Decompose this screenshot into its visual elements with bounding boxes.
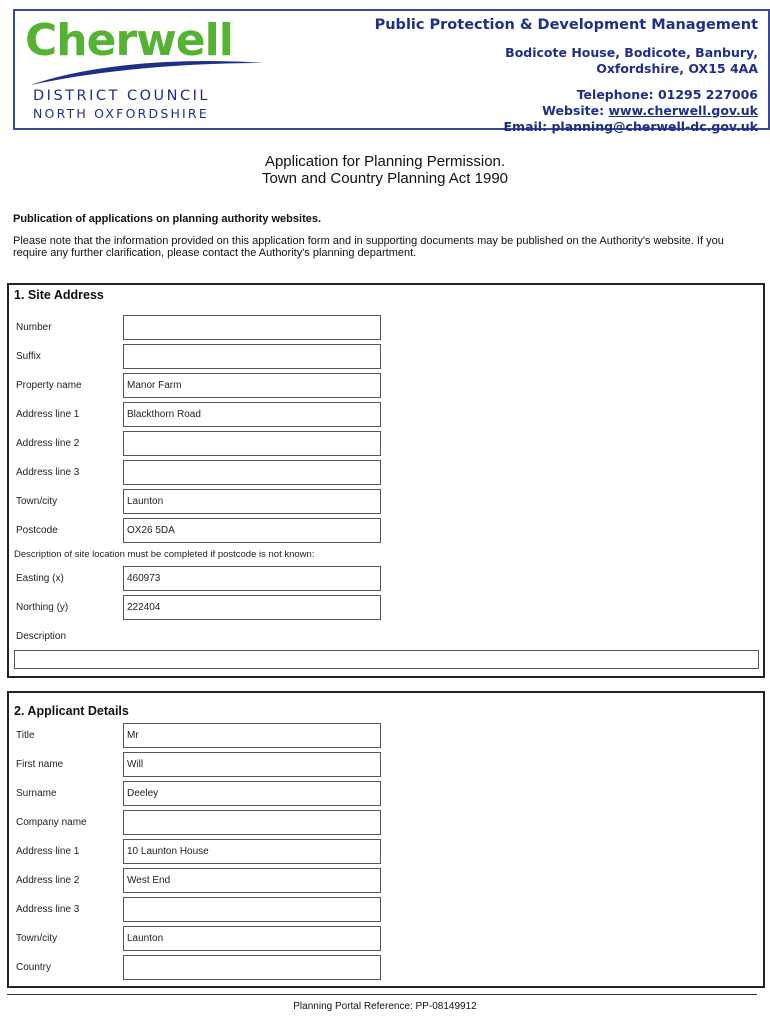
form-row-property-name <box>9 373 763 399</box>
field-label: Town/city <box>16 496 58 507</box>
town-city-field[interactable]: Launton <box>123 489 381 514</box>
section-title: 1. Site Address <box>14 288 104 302</box>
council-header-banner <box>13 9 770 134</box>
telephone-row <box>375 87 758 103</box>
northing-field[interactable]: 222404 <box>123 595 381 620</box>
town-city-field[interactable]: Launton <box>123 926 381 951</box>
field-label: Northing (y) <box>16 602 69 613</box>
address-line-3-field[interactable] <box>123 460 381 485</box>
email-row <box>375 119 758 135</box>
form-row-title <box>9 723 763 749</box>
field-label: Address line 2 <box>16 438 80 449</box>
telephone-number: 01295 227006 <box>657 87 758 102</box>
field-label: Address line 2 <box>16 875 80 886</box>
form-row-town-city <box>9 489 763 515</box>
form-row-address-line-3 <box>9 460 763 486</box>
postcode-field[interactable]: OX26 5DA <box>123 518 381 543</box>
publication-heading: Publication of applications on planning authority websites. <box>13 213 322 225</box>
field-label: Address line 1 <box>16 846 80 857</box>
field-label: Suffix <box>16 351 41 362</box>
field-label: Surname <box>16 788 57 799</box>
address-line-1-field[interactable]: Blackthorn Road <box>123 402 381 427</box>
field-label: Address line 3 <box>16 467 80 478</box>
north-oxfordshire-text: NORTH OXFORDSHIRE <box>33 106 209 121</box>
department-name: Public Protection & Development Management <box>374 17 758 33</box>
telephone-label: Telephone: <box>576 87 654 102</box>
field-label: Description <box>16 631 67 642</box>
field-label: Country <box>16 962 52 973</box>
logo-swoosh-icon <box>27 55 267 89</box>
applicant-details-section <box>7 691 765 988</box>
field-label: Title <box>16 730 35 741</box>
address-line-3-field[interactable] <box>123 897 381 922</box>
footer-divider <box>7 994 757 995</box>
field-label: Property name <box>16 380 82 391</box>
website-row <box>375 103 758 119</box>
form-row-address-line-2 <box>9 868 763 894</box>
website-link[interactable]: www.cherwell.gov.uk <box>608 103 758 118</box>
form-row-address-line-3 <box>9 897 763 923</box>
form-row-surname <box>9 781 763 807</box>
address-line-1-field[interactable]: 10 Launton House <box>123 839 381 864</box>
email-label: Email: <box>503 119 548 134</box>
website-label: Website: <box>542 103 605 118</box>
suffix-field[interactable] <box>123 344 381 369</box>
field-label: Postcode <box>16 525 58 536</box>
address-line-2: Oxfordshire, OX15 4AA <box>596 61 758 76</box>
field-label: Address line 3 <box>16 904 80 915</box>
easting-field[interactable]: 460973 <box>123 566 381 591</box>
field-label: First name <box>16 759 64 770</box>
surname-field[interactable]: Deeley <box>123 781 381 806</box>
planning-portal-reference: Planning Portal Reference: PP-08149912 <box>293 1001 477 1012</box>
title-line-2: Town and Country Planning Act 1990 <box>262 170 508 187</box>
field-label: Easting (x) <box>16 573 64 584</box>
form-row-company-name <box>9 810 763 836</box>
form-row-number <box>9 315 763 341</box>
form-row-address-line-2 <box>9 431 763 457</box>
country-field[interactable] <box>123 955 381 980</box>
council-contact-block <box>375 15 758 135</box>
document-title <box>0 153 770 187</box>
address-line-2-field[interactable] <box>123 431 381 456</box>
description-field[interactable] <box>14 650 759 669</box>
property-name-field[interactable]: Manor Farm <box>123 373 381 398</box>
form-row-address-line-1 <box>9 839 763 865</box>
district-council-text: DISTRICT COUNCIL <box>33 88 210 104</box>
title-field[interactable]: Mr <box>123 723 381 748</box>
section-title: 2. Applicant Details <box>14 704 129 718</box>
title-line-1: Application for Planning Permission. <box>264 153 506 170</box>
email-link[interactable]: planning@cherwell-dc.gov.uk <box>551 119 758 134</box>
form-row-suffix <box>9 344 763 370</box>
field-label: Town/city <box>16 933 58 944</box>
field-label: Number <box>16 322 52 333</box>
location-note: Description of site location must be completed if postcode is not known: <box>14 549 315 560</box>
form-row-description <box>9 624 763 650</box>
first-name-field[interactable]: Will <box>123 752 381 777</box>
form-row-address-line-1 <box>9 402 763 428</box>
form-row-town-city <box>9 926 763 952</box>
publication-notice: Please note that the information provided on this application form and in supporting documents may be published on the Authority's website. If you require any further clarification, please contact the Authority's planning department. <box>13 235 724 259</box>
field-label: Address line 1 <box>16 409 80 420</box>
address-line-1: Bodicote House, Bodicote, Banbury, <box>505 45 758 60</box>
company-name-field[interactable] <box>123 810 381 835</box>
site-address-section <box>7 283 765 678</box>
field-label: Company name <box>16 817 87 828</box>
address-line-2-field[interactable]: West End <box>123 868 381 893</box>
form-row-first-name <box>9 752 763 778</box>
cherwell-logo: Cherwell <box>25 15 233 66</box>
form-row-country <box>9 955 763 981</box>
form-row-postcode <box>9 518 763 544</box>
form-row-northing <box>9 595 763 621</box>
number-field[interactable] <box>123 315 381 340</box>
form-row-easting <box>9 566 763 592</box>
